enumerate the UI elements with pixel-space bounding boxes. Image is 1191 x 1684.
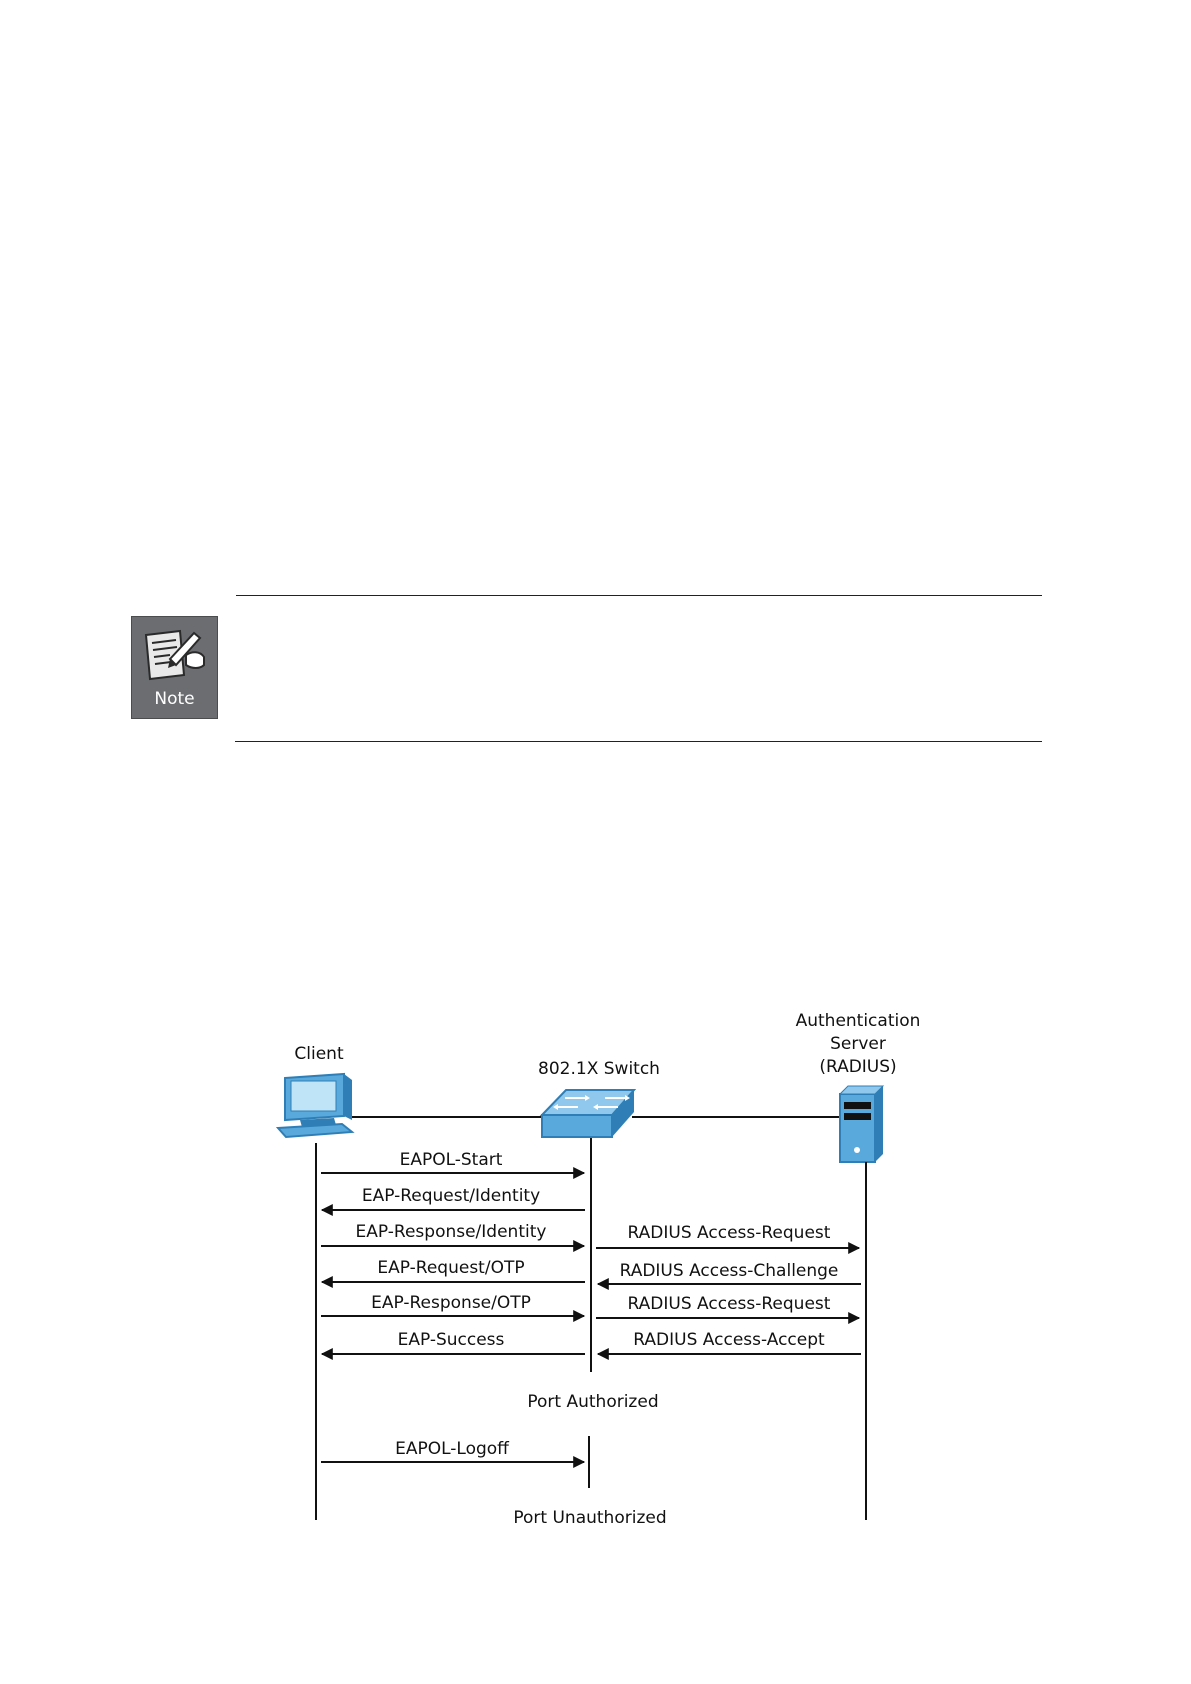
server-label-line-2: Server [830, 1034, 886, 1054]
port-authorized-label: Port Authorized [527, 1392, 659, 1412]
message-logoff [321, 1439, 584, 1462]
message-label: RADIUS Access-Challenge [619, 1261, 839, 1281]
message-label: RADIUS Access-Request [627, 1294, 831, 1314]
message-client-switch-4 [322, 1258, 585, 1282]
message-client-switch-2 [322, 1186, 585, 1210]
message-label: EAP-Success [397, 1330, 505, 1350]
message-switch-server-3 [596, 1294, 859, 1318]
message-client-switch-5 [321, 1293, 584, 1316]
client-label: Client [294, 1044, 344, 1064]
message-label: EAP-Response/OTP [371, 1293, 531, 1313]
note-label: Note [154, 689, 195, 709]
port-unauthorized-label: Port Unauthorized [513, 1508, 667, 1528]
server-label-line-1: Authentication [795, 1011, 921, 1031]
message-label: EAP-Request/Identity [361, 1186, 541, 1206]
message-label: RADIUS Access-Request [627, 1223, 831, 1243]
message-client-switch-6 [322, 1330, 585, 1354]
message-label: EAP-Request/OTP [377, 1258, 525, 1278]
message-client-switch-1 [321, 1150, 584, 1173]
switch-icon [542, 1090, 634, 1137]
message-switch-server-2 [598, 1261, 861, 1284]
message-label: EAPOL-Start [399, 1150, 503, 1170]
message-label: RADIUS Access-Accept [633, 1330, 825, 1350]
switch-label: 802.1X Switch [538, 1059, 660, 1079]
computer-icon [278, 1074, 352, 1137]
server-icon [840, 1086, 883, 1162]
server-label-line-3: (RADIUS) [819, 1057, 897, 1077]
message-label: EAPOL-Logoff [395, 1439, 509, 1459]
message-switch-server-1 [596, 1223, 859, 1248]
message-label: EAP-Response/Identity [355, 1222, 547, 1242]
message-client-switch-3 [321, 1222, 584, 1246]
message-switch-server-4 [598, 1330, 861, 1354]
